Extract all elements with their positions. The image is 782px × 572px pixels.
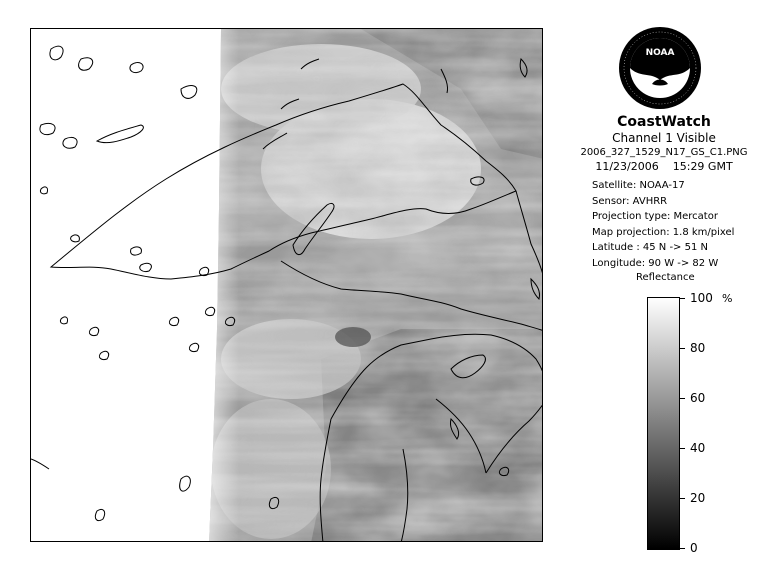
colorbar-unit: % [722, 292, 733, 305]
tick-mark-80 [680, 348, 685, 349]
longitude-line: Longitude: 90 W -> 82 W [592, 257, 719, 269]
tick-mark-60 [680, 398, 685, 399]
date-value: 11/23/2006 [595, 160, 659, 173]
tick-mark-100 [680, 298, 685, 299]
channel-subtitle: Channel 1 Visible [612, 131, 716, 145]
info-panel [556, 114, 772, 173]
file-name: 2006_327_1529_N17_GS_C1.PNG [580, 147, 748, 158]
projection-line: Projection type: Mercator [592, 211, 718, 222]
tick-mark-20 [680, 498, 685, 499]
satellite-image [30, 28, 543, 542]
tick-label-40: 40 [690, 441, 706, 455]
tick-label-0: 0 [690, 541, 698, 555]
reflectance-colorbar [647, 297, 680, 550]
metadata-list [592, 178, 734, 271]
noaa-seal-icon [618, 26, 702, 110]
sensor-line: Sensor: AVHRR [592, 195, 668, 207]
time-value: 15:29 GMT [672, 160, 733, 173]
satellite-map-svg [31, 29, 543, 542]
tick-label-80: 80 [690, 341, 706, 355]
satellite-line: Satellite: NOAA-17 [592, 180, 685, 191]
map-projection-line: Map projection: 1.8 km/pixel [592, 226, 735, 238]
noaa-logo [618, 26, 702, 110]
product-title: CoastWatch [617, 114, 711, 130]
tick-label-60: 60 [690, 391, 706, 405]
latitude-line: Latitude : 45 N -> 51 N [592, 242, 708, 253]
date-time [556, 160, 772, 173]
tick-label-20: 20 [690, 491, 706, 505]
tick-label-100: 100 [690, 291, 713, 305]
tick-mark-40 [680, 448, 685, 449]
tick-mark-0 [680, 548, 685, 549]
colorbar-title: Reflectance [636, 272, 695, 283]
logo-text: NOAA [645, 48, 675, 58]
